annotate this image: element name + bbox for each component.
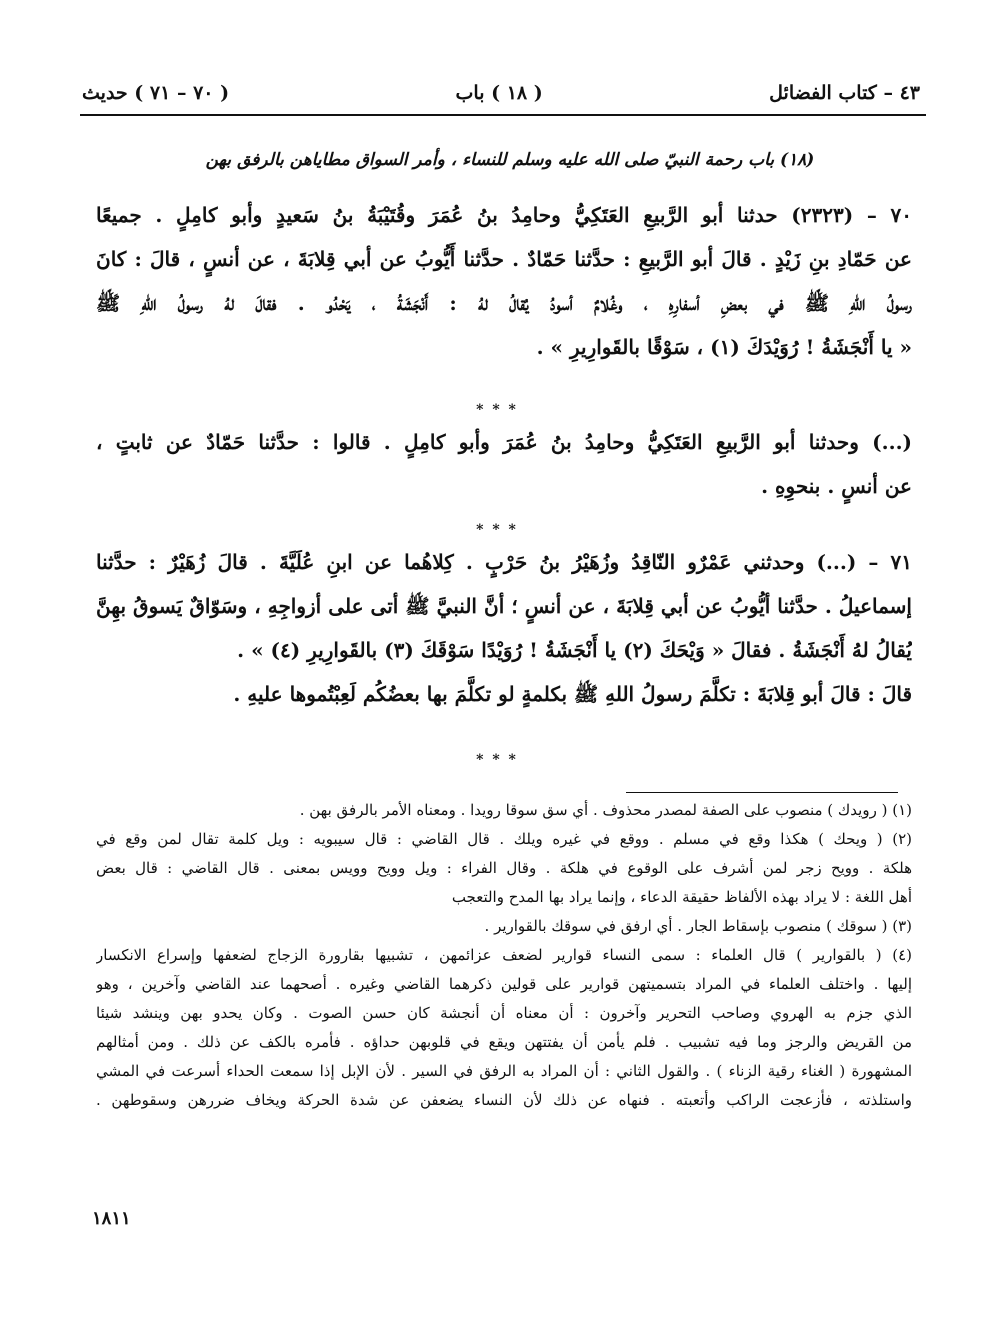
footnote-line: من القريض والرجز وما فيه تشبيب . فلم يأمن أن يفتتهن ويقع في قلوبهن حداؤه . فأمره بالكف عن ذلك . ومن أمثالهم [96,1033,912,1051]
hadith-line: يُقالُ لهُ أَنْجَشَةُ . فقالَ « وَيْحَكَ (٢) يا أَنْجَشَةُ ! رُوَيْدًا سَوْقَكَ (٣) بالقَوارِيرِ (٤) » . [237,638,912,662]
footnote-divider [626,792,898,793]
hadith-70-chain [96,420,912,508]
hadith-line: عن أنسٍ . بنحوِهِ . [761,474,912,498]
book-section-label: ٤٣ – كتاب الفضائل [769,82,920,104]
section-separator: * * * [476,402,518,418]
page-number: ١٨١١ [92,1208,131,1229]
hadith-line: قالَ : قالَ أبو قِلابَةَ : تكلَّمَ رسولُ اللهِ ﷺ بكلمةٍ لو تكلَّمَ بها بعضُكُم لَعِبْتُموها عليهِ . [233,682,912,706]
hadith-line: عن حَمّادِ بنِ زَيْدٍ . قالَ أبو الرَّبيعِ : حدَّثنا حَمّادٌ . حدَّثنا أَيُّوبُ عن أبي قِلابَةَ ، عن أنسٍ ، قالَ : كانَ [96,247,912,271]
footnote-line: (٢) ( ويحك ) هكذا وقع في مسلم . ووقع في غيره ويلك . قال القاضي : قال سيبويه : ويل كلمة تقال لمن وقع في [96,830,912,848]
hadith-line: ٧٠ – (٢٣٢٣) حدثنا أبو الرَّبيعِ العَتَكِيُّ وحامِدُ بنُ عُمَرَ وقُتَيْبَةُ بنُ سَعيدٍ وأبو كامِلٍ . جميعًا [96,203,912,227]
hadith-71 [96,540,912,716]
chapter-number-label: ( ١٨ ) باب [455,82,543,104]
footnote-line: الذي جزم به الهروي وصاحب التحرير وآخرون : أن معناه أن أنجشة كان حسن الصوت . وكان يحدو بهن وينشد شيئا [96,1004,912,1022]
footnote-line: هلكة . وويح زجر لمن أشرف على الوقوع في هلكة . وقال الفراء : ويل وويح وويس بمعنى . قال القاضي : قال بعض [96,859,912,877]
footnotes [96,796,912,1115]
section-separator: * * * [476,752,518,768]
hadith-line: رسولُ اللهِ ﷺ في بعضِ أسفارِهِ ، وغُلامٌ أسودُ يُقالُ لهُ : أَنْجَشَةُ ، يَحْدُو . فقالَ لهُ رسولُ اللهِ ﷺ [96,291,912,315]
footnote-line: (٣) ( سوقك ) منصوب بإسقاط الجار . أي ارفق في سوقك بالقوارير . [484,917,912,935]
running-header [82,76,920,110]
hadith-range-label: ( ٧٠ – ٧١ ) حديث [82,82,230,104]
hadith-line: ٧١ – (...) وحدثني عَمْرٌو النّاقِدُ وزُهَيْرُ بنُ حَرْبٍ . كِلاهُما عن ابنِ عُلَيَّةَ . قالَ زُهَيْرٌ : حدَّثنا [96,550,912,574]
hadith-line: « يا أَنْجَشَةُ ! رُوَيْدَكَ (١) ، سَوْقًا بالقَوارِيرِ » . [536,335,912,359]
footnote-line: (٤) ( بالقوارير ) قال العلماء : سمى النساء قوارير لضعف عزائمهن ، تشبيها بقارورة الزجاج لضعفها وإسراع الانكسار [96,946,912,964]
chapter-title: (١٨) باب رحمة النبيّ صلى الله عليه وسلم للنساء ، وأمر السواق مطاياهن بالرفق بهن [205,150,815,170]
footnote-line: المشهورة ( الغناء رقية الزناء ) . والقول الثاني : أن المراد به الرفق في السير . لأن الإبل إذا سمعت الحداء أسرعت في المشي [96,1062,912,1080]
header-divider [80,114,926,116]
footnote-line: إليها . واختلف العلماء في المراد بتسميتهن قوارير على قولين ذكرهما القاضي وغيره . أصحهما عند القاضي وآخرين ، وهو [96,975,912,993]
section-separator: * * * [476,522,518,538]
hadith-line: (...) وحدثنا أبو الرَّبيعِ العَتَكِيُّ وحامِدُ بنُ عُمَرَ وأبو كامِلٍ . قالوا : حدَّثنا حَمّادٌ عن ثابتٍ ، [96,430,912,454]
footnote-line: (١) ( رويدك ) منصوب على الصفة لمصدر محذوف . أي سق سوقا رويدا . ومعناه الأمر بالرفق بهن . [299,801,912,819]
hadith-70 [96,193,912,369]
hadith-line: إسماعيلُ . حدَّثنا أيُّوبُ عن أبي قِلابَةَ ، عن أنسٍ ؛ أنَّ النبيَّ ﷺ أتى على أزواجِهِ ، وسَوّاقٌ يَسوقُ بهِنَّ [96,594,912,618]
footnote-line: أهل اللغة : لا يراد بهذه الألفاظ حقيقة الدعاء ، وإنما يراد بها المدح والتعجب [451,888,912,906]
footnote-line: واستلذته ، فأزعجت الراكب وأتعبته . فنهاه عن ذلك لأن النساء يضعفن عن شدة الحركة ويخاف ضررهن وسقوطهن . [96,1091,912,1109]
